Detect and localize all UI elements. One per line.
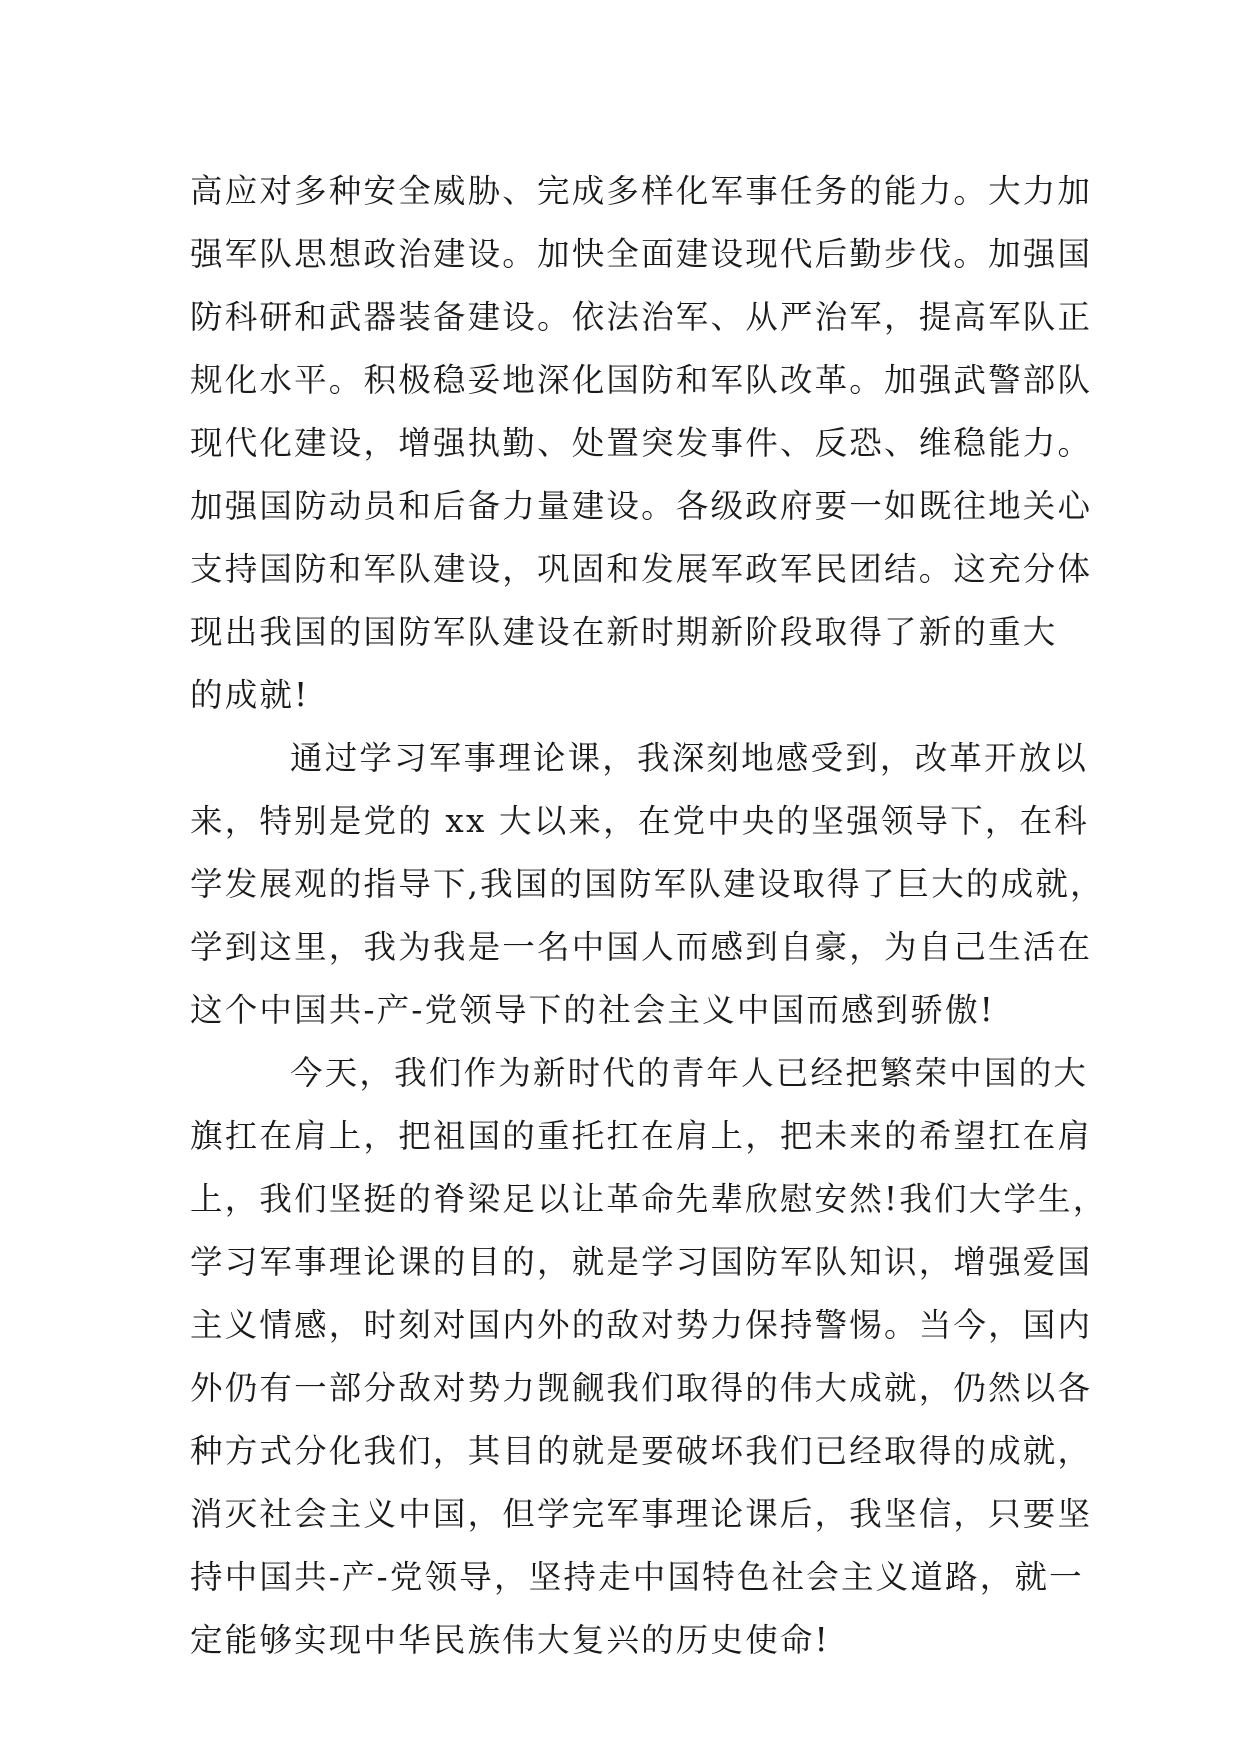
text-line: 外仍有一部分敌对势力觊觎我们取得的伟大成就，仍然以各 (190, 1369, 1093, 1407)
paragraph-1 (190, 160, 1093, 727)
text-line: 强军队思想政治建设。加快全面建设现代后勤步伐。加强国 (190, 235, 1093, 273)
text-line: 现出我国的国防军队建设在新时期新阶段取得了新的重大 (190, 613, 1058, 651)
text-line: 支持国防和军队建设，巩固和发展军政军民团结。这充分体 (190, 550, 1093, 588)
text-line: 上，我们坚挺的脊梁足以让革命先辈欣慰安然!我们大学生， (190, 1180, 1108, 1218)
text-line: 定能够实现中华民族伟大复兴的历史使命! (190, 1621, 830, 1659)
text-line: 的成就! (190, 676, 310, 714)
text-line: 加强国防动员和后备力量建设。各级政府要一如既往地关心 (190, 487, 1093, 525)
text-line: 学习军事理论课的目的，就是学习国防军队知识，增强爱国 (190, 1243, 1093, 1281)
paragraph-3 (190, 1042, 1108, 1672)
text-line: 学发展观的指导下,我国的国防军队建设取得了巨大的成就， (190, 865, 1105, 903)
paragraph-2 (190, 727, 1105, 1042)
text-line: 现代化建设，增强执勤、处置突发事件、反恐、维稳能力。 (190, 424, 1093, 462)
text-line: 持中国共-产-党领导，坚持走中国特色社会主义道路，就一 (190, 1558, 1084, 1596)
text-line-indented: 通过学习军事理论课，我深刻地感受到，改革开放以 (290, 739, 1089, 777)
text-line: 主义情感，时刻对国内外的敌对势力保持警惕。当今，国内 (190, 1306, 1093, 1344)
text-line: 种方式分化我们，其目的就是要破坏我们已经取得的成就， (190, 1432, 1093, 1470)
text-line: 防科研和武器装备建设。依法治军、从严治军，提高军队正 (190, 298, 1093, 336)
text-line-indented: 今天，我们作为新时代的青年人已经把繁荣中国的大 (290, 1054, 1089, 1092)
document-body (190, 160, 1108, 1672)
text-line: 旗扛在肩上，把祖国的重托扛在肩上，把未来的希望扛在肩 (190, 1117, 1093, 1155)
text-line: 这个中国共-产-党领导下的社会主义中国而感到骄傲! (190, 991, 996, 1029)
text-line: 来，特别是党的 xx 大以来，在党中央的坚强领导下，在科 (190, 802, 1089, 840)
text-line: 高应对多种安全威胁、完成多样化军事任务的能力。大力加 (190, 172, 1093, 210)
text-line: 规化水平。积极稳妥地深化国防和军队改革。加强武警部队 (190, 361, 1093, 399)
text-line: 消灭社会主义中国，但学完军事理论课后，我坚信，只要坚 (190, 1495, 1093, 1533)
text-line: 学到这里，我为我是一名中国人而感到自豪，为自己生活在 (190, 928, 1093, 966)
